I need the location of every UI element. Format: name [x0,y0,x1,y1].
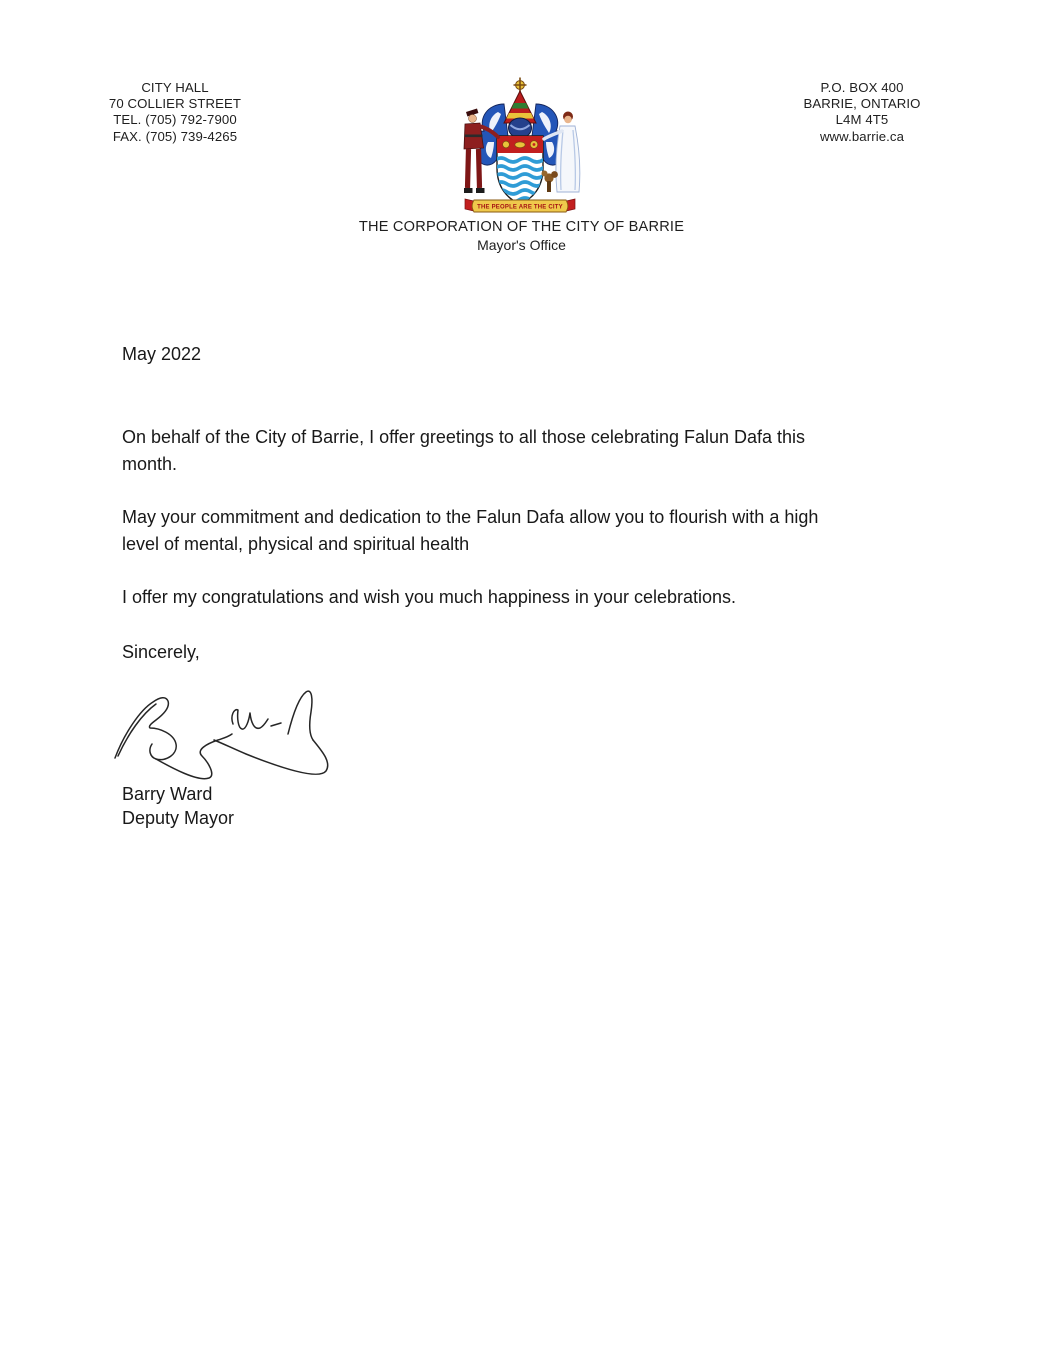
mailing-address [752,80,972,145]
address-line: BARRIE, ONTARIO [803,96,921,112]
city-hall-address [65,80,285,145]
address-line: 70 COLLIER STREET [108,96,242,112]
office-name: Mayor's Office [477,237,566,253]
signer-name: Barry Ward [122,784,213,804]
crest-helmet [509,118,532,138]
signer-block [122,782,934,830]
crest-motto-text: THE PEOPLE ARE THE CITY [477,204,563,211]
letter-paragraph [122,584,934,611]
paragraph-line: month. [122,454,178,474]
city-of-barrie-coat-of-arms-icon [456,76,584,216]
signature-scrawl [106,682,346,792]
letter-closing: Sincerely, [122,642,200,662]
address-line: FAX. (705) 739-4265 [112,128,238,144]
address-line: CITY HALL [141,80,209,95]
address-line: L4M 4T5 [835,112,889,128]
address-line: P.O. BOX 400 [820,80,904,95]
paragraph-line: May your commitment and dedication to the Falun Dafa allow you to flourish with a high [122,507,819,527]
paragraph-line: On behalf of the City of Barrie, I offer greetings to all those celebrating Falun Dafa this [122,427,806,447]
paragraph-line: level of mental, physical and spiritual health [122,534,470,554]
letter-paragraph [122,424,934,478]
crest-motto-scroll [465,199,575,212]
org-name: THE CORPORATION OF THE CITY OF BARRIE [358,219,685,235]
paragraph-line: I offer my congratulations and wish you much happiness in your celebrations. [122,587,737,607]
letter-date: May 2022 [122,344,202,364]
website-text: www.barrie.ca [819,128,905,144]
signer-title: Deputy Mayor [122,808,235,828]
crest-tree-stump [542,171,558,193]
letter-paragraph [122,504,934,558]
address-line: TEL. (705) 792-7900 [113,112,237,128]
